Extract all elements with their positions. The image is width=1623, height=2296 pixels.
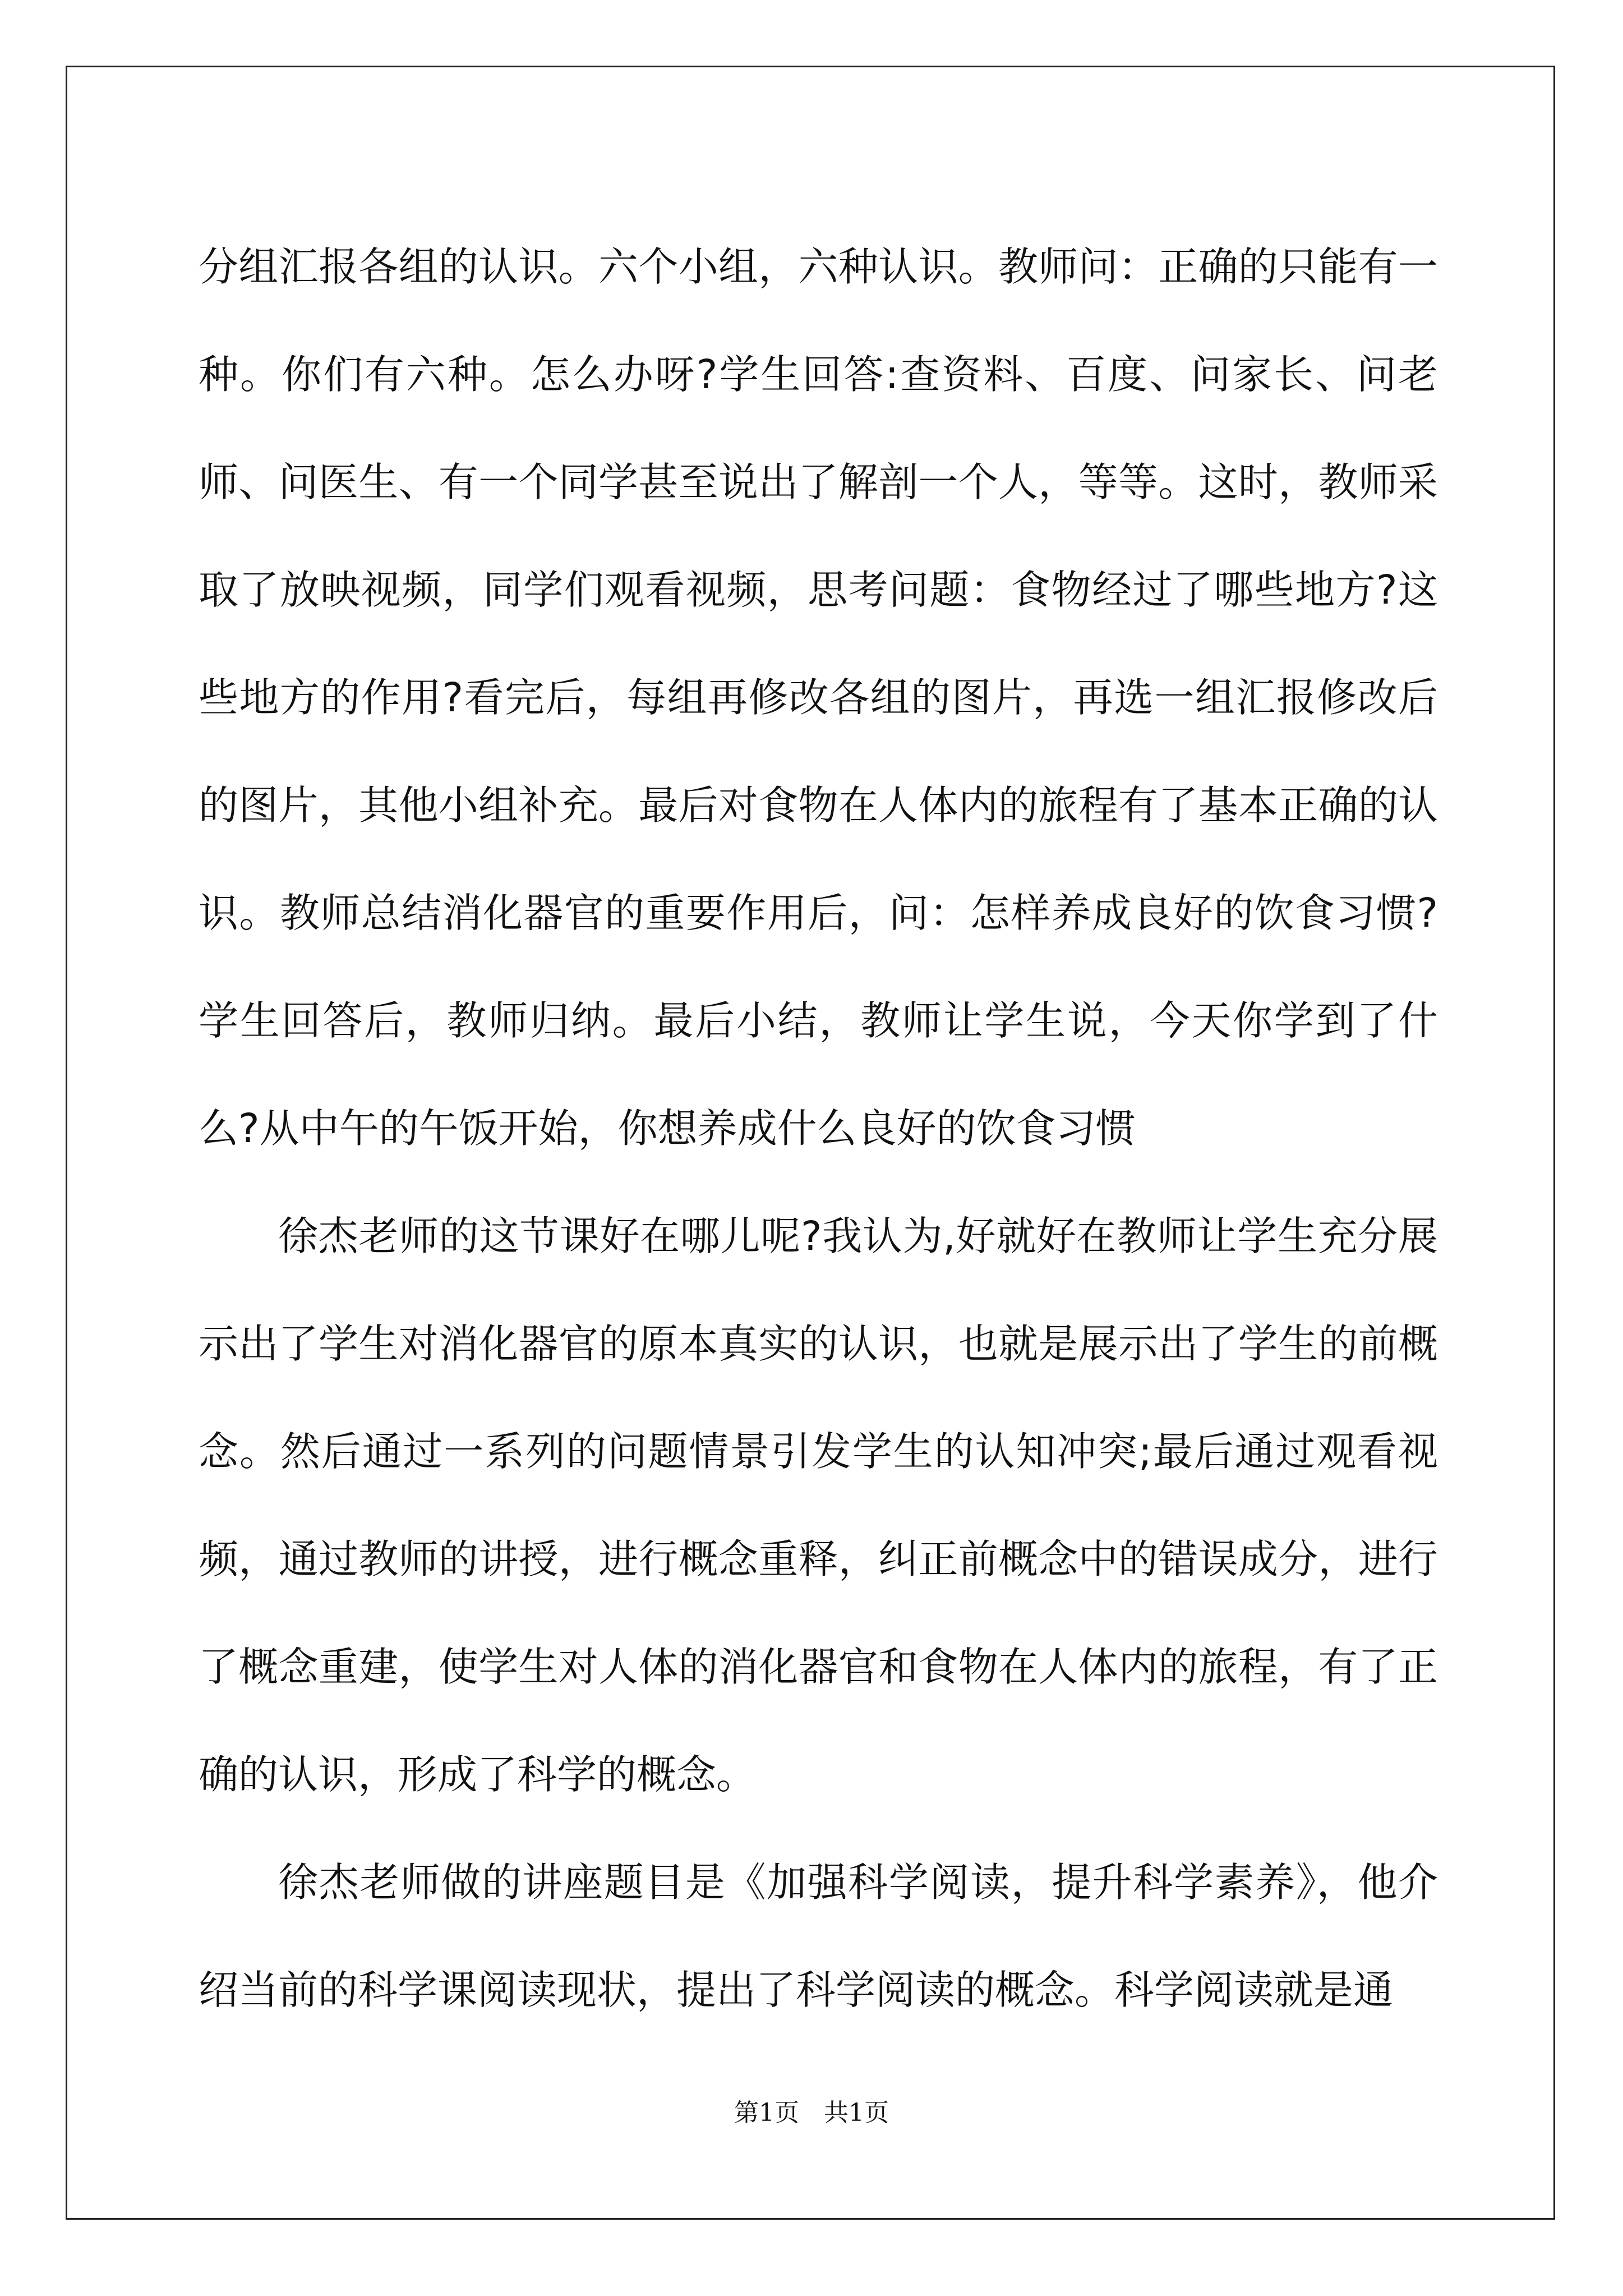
page-footer: 第1页 共1页 — [734, 2099, 889, 2127]
paragraph-3: 徐杰老师做的讲座题目是《加强科学阅读，提升科学素养》，他介绍当前的科学课阅读现状，提出了科学阅读的概念。科学阅读就是通 — [199, 1859, 1438, 2013]
paragraph-1: 分组汇报各组的认识。六个小组，六种认识。教师问：正确的只能有一种。你们有六种。怎么办呀?学生回答:查资料、百度、问家长、问老师、问医生、有一个同学甚至说出了解剖一个人，等等。这时，教师采取了放映视频，同学们观看视频，思考问题：食物经过了哪些地方?这些地方的作用?看完后，每组再修改各组的图片，再选一组汇报修改后的图片，其他小组补充。最后对食物在人体内的旅程有了基本正确的认识。教师总结消化器官的重要作用后，问：怎样养成良好的饮食习惯?学生回答后，教师归纳。最后小结，教师让学生说，今天你学到了什么?从中午的午饭开始，你想养成什么良好的饮食习惯 — [199, 243, 1438, 1152]
paragraph-2: 徐杰老师的这节课好在哪儿呢?我认为,好就好在教师让学生充分展示出了学生对消化器官的原本真实的认识，也就是展示出了学生的前概念。然后通过一系列的问题情景引发学生的认知冲突;最后通过观看视频，通过教师的讲授，进行概念重释，纠正前概念中的错误成分，进行了概念重建，使学生对人体的消化器官和食物在人体内的旅程，有了正确的认识，形成了科学的概念。 — [199, 1213, 1438, 1798]
document-body — [199, 213, 1438, 2044]
